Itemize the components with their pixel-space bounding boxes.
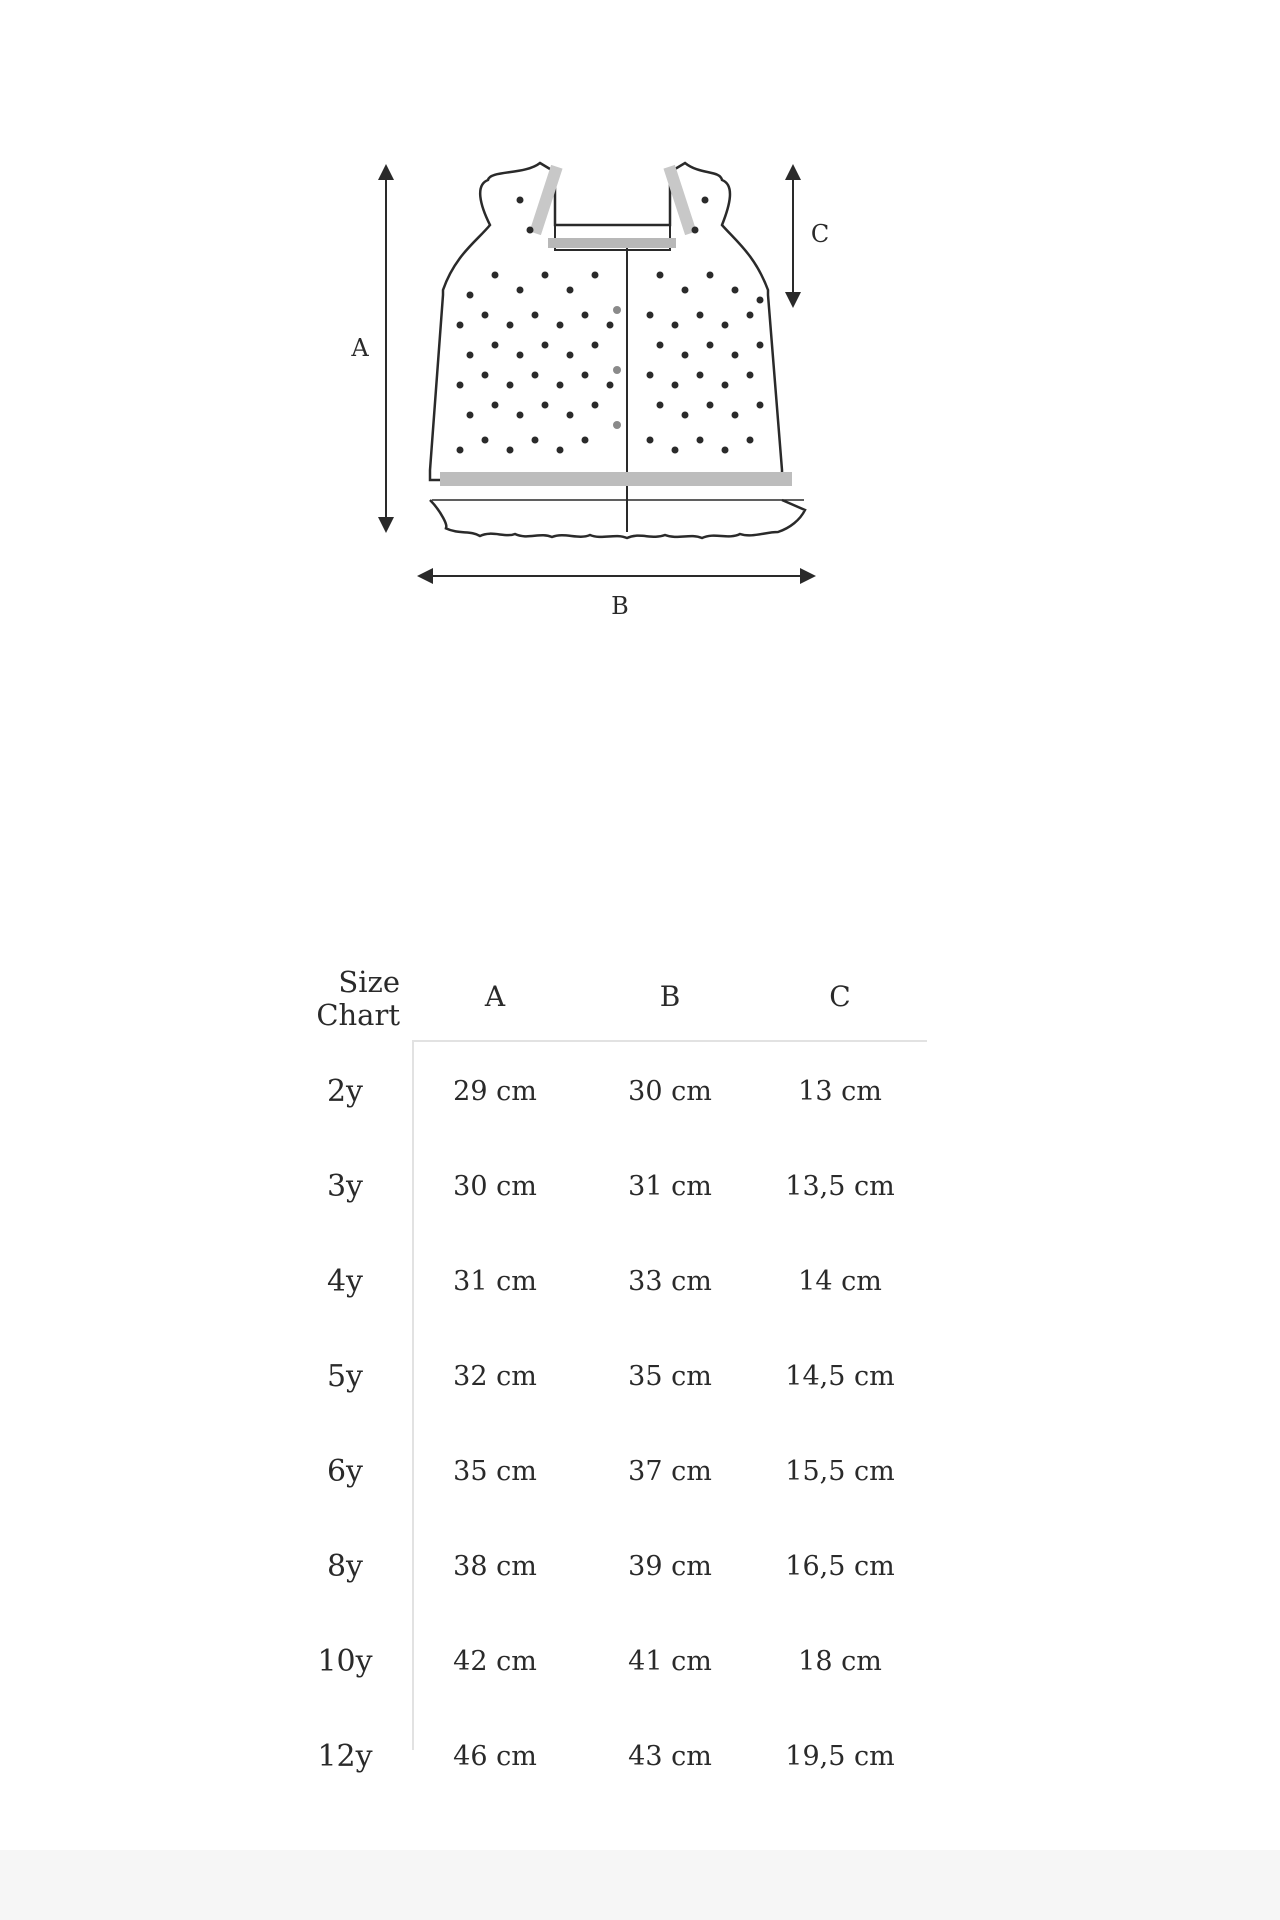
cell-a: 38 cm [453, 1551, 537, 1582]
cell-a: 42 cm [453, 1646, 537, 1677]
size-chart-table [0, 950, 1280, 1830]
cell-a: 29 cm [453, 1076, 537, 1107]
cell-b: 39 cm [628, 1551, 712, 1582]
cell-c: 14 cm [798, 1266, 882, 1297]
size-chart-title [280, 966, 400, 1032]
cell-c: 16,5 cm [785, 1551, 895, 1582]
cell-b: 43 cm [628, 1741, 712, 1772]
size-cell: 3y [326, 1169, 364, 1204]
table-row [0, 1347, 1280, 1407]
table-row [0, 1727, 1280, 1787]
size-cell: 4y [326, 1264, 364, 1299]
cell-b: 31 cm [628, 1171, 712, 1202]
neck-trim [548, 238, 676, 248]
cell-c: 18 cm [798, 1646, 882, 1677]
cell-a: 31 cm [453, 1266, 537, 1297]
column-header-a: A [484, 980, 506, 1013]
dimension-a-label: A [351, 334, 369, 362]
table-row [0, 1252, 1280, 1312]
cell-b: 41 cm [628, 1646, 712, 1677]
cell-b: 30 cm [628, 1076, 712, 1107]
table-row [0, 1157, 1280, 1217]
cell-c: 13 cm [798, 1076, 882, 1107]
size-cell: 8y [326, 1549, 364, 1584]
dimension-b-label: B [611, 592, 629, 620]
cell-c: 19,5 cm [785, 1741, 895, 1772]
size-cell: 2y [326, 1074, 364, 1109]
cell-a: 35 cm [453, 1456, 537, 1487]
table-horizontal-divider [412, 1040, 927, 1042]
size-cell: 12y [317, 1739, 373, 1774]
table-row [0, 1632, 1280, 1692]
column-header-c: C [829, 980, 851, 1013]
cell-b: 33 cm [628, 1266, 712, 1297]
table-row [0, 1062, 1280, 1122]
size-chart-title-line1: Size [338, 965, 400, 999]
size-cell: 6y [326, 1454, 364, 1489]
column-header-b: B [659, 980, 681, 1013]
size-cell: 10y [317, 1644, 373, 1679]
hem-trim [440, 472, 792, 486]
table-row [0, 1442, 1280, 1502]
cell-b: 37 cm [628, 1456, 712, 1487]
garment-diagram [0, 0, 1280, 680]
cell-c: 15,5 cm [785, 1456, 895, 1487]
dimension-c-label: C [810, 220, 830, 248]
cell-c: 14,5 cm [785, 1361, 895, 1392]
size-cell: 5y [326, 1359, 364, 1394]
bottom-band [0, 1850, 1280, 1920]
polka-dot-pattern [457, 197, 764, 454]
cell-a: 32 cm [453, 1361, 537, 1392]
cell-c: 13,5 cm [785, 1171, 895, 1202]
placket-buttons [613, 306, 621, 429]
size-chart-title-line2: Chart [316, 998, 400, 1032]
cell-a: 46 cm [453, 1741, 537, 1772]
cell-a: 30 cm [453, 1171, 537, 1202]
table-row [0, 1537, 1280, 1597]
cell-b: 35 cm [628, 1361, 712, 1392]
